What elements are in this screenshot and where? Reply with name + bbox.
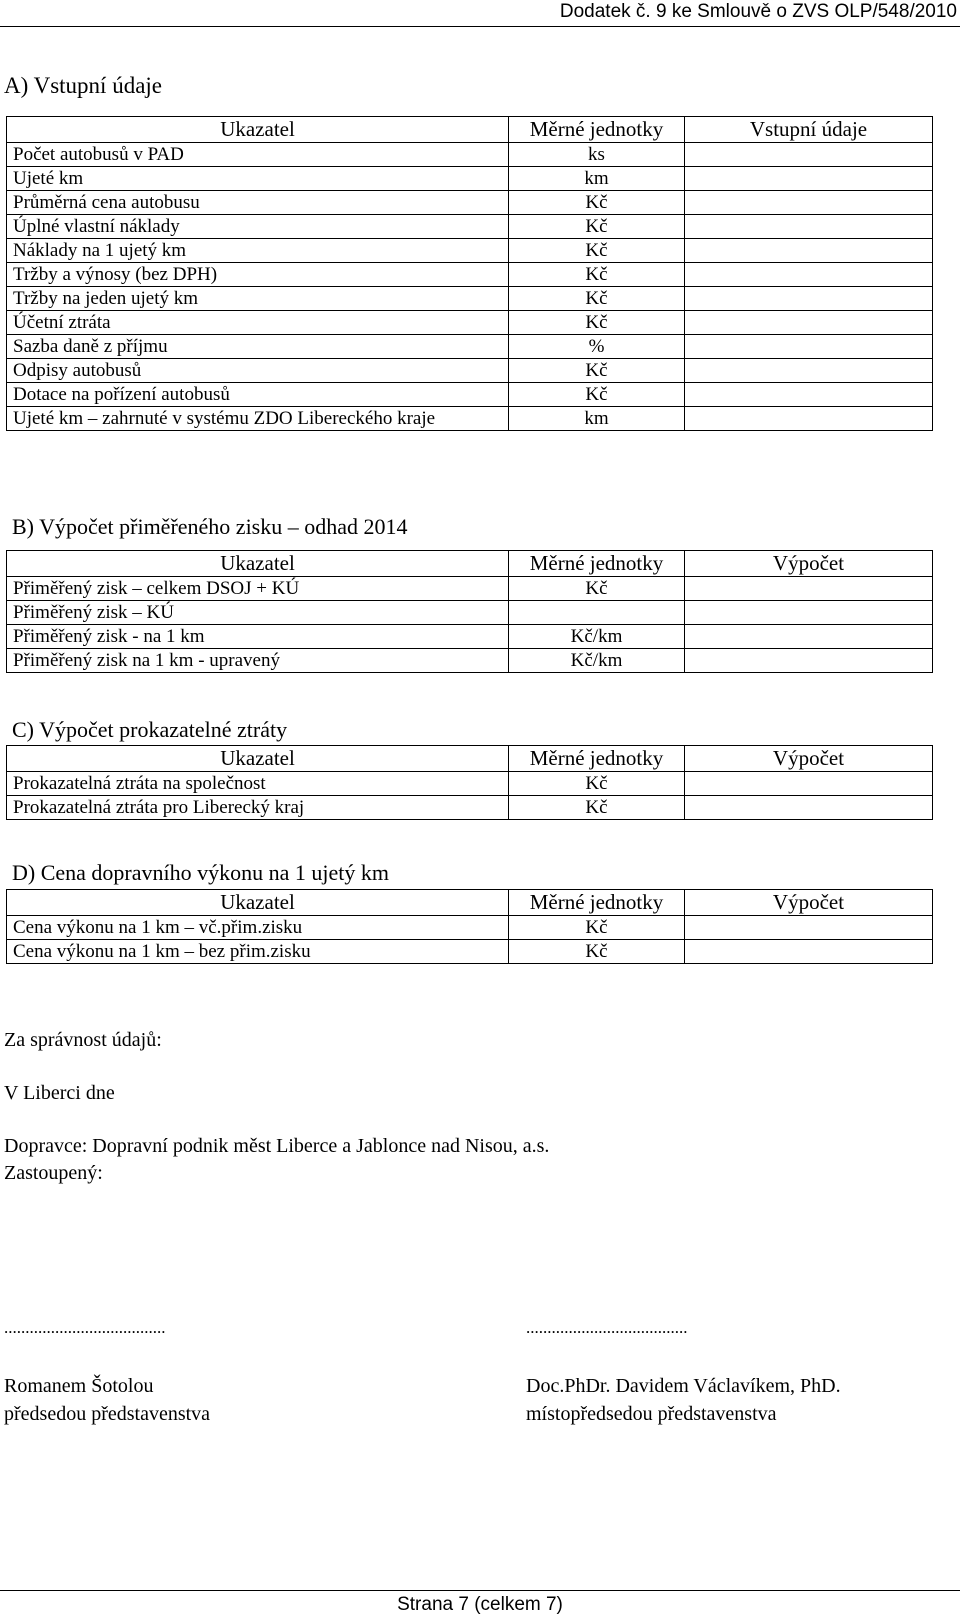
unit-cell: Kč <box>509 796 685 820</box>
table-row <box>7 601 933 625</box>
table-row <box>7 287 933 311</box>
unit-cell: Kč <box>509 577 685 601</box>
indicator-cell: Dotace na pořízení autobusů <box>7 383 509 407</box>
table-a <box>6 116 933 431</box>
column-header: Měrné jednotky <box>509 746 685 772</box>
column-header: Výpočet <box>685 890 933 916</box>
value-cell[interactable] <box>685 239 933 263</box>
indicator-cell: Počet autobusů v PAD <box>7 143 509 167</box>
table-header-row <box>7 746 933 772</box>
section-b-title: B) Výpočet přiměřeného zisku – odhad 2014 <box>12 514 408 539</box>
column-header: Výpočet <box>685 746 933 772</box>
signatory-role-right: místopředsedou představenstva <box>526 1403 777 1425</box>
table-header-row <box>7 890 933 916</box>
unit-cell: km <box>509 167 685 191</box>
unit-cell: ks <box>509 143 685 167</box>
value-cell[interactable] <box>685 649 933 673</box>
unit-cell: Kč <box>509 287 685 311</box>
table-d <box>6 889 933 964</box>
indicator-cell: Ujeté km <box>7 167 509 191</box>
unit-cell: Kč <box>509 359 685 383</box>
indicator-cell: Průměrná cena autobusu <box>7 191 509 215</box>
value-cell[interactable] <box>685 577 933 601</box>
indicator-cell: Tržby na jeden ujetý km <box>7 287 509 311</box>
unit-cell <box>509 601 685 625</box>
value-cell[interactable] <box>685 625 933 649</box>
value-cell[interactable] <box>685 601 933 625</box>
page-number: Strana 7 (celkem 7) <box>397 1594 563 1615</box>
indicator-cell: Účetní ztráta <box>7 311 509 335</box>
value-cell[interactable] <box>685 287 933 311</box>
table-row <box>7 263 933 287</box>
indicator-cell: Odpisy autobusů <box>7 359 509 383</box>
table-row <box>7 167 933 191</box>
value-cell[interactable] <box>685 215 933 239</box>
correctness-statement: Za správnost údajů: <box>4 1029 162 1051</box>
value-cell[interactable] <box>685 311 933 335</box>
page-header <box>0 0 960 26</box>
value-cell[interactable] <box>685 772 933 796</box>
value-cell[interactable] <box>685 383 933 407</box>
table-row <box>7 916 933 940</box>
table-row <box>7 143 933 167</box>
value-cell[interactable] <box>685 407 933 431</box>
signature-line-left: ...................................... <box>4 1318 166 1337</box>
table-header-row <box>7 551 933 577</box>
column-header: Měrné jednotky <box>509 890 685 916</box>
indicator-cell: Úplné vlastní náklady <box>7 215 509 239</box>
table-row <box>7 335 933 359</box>
unit-cell: Kč <box>509 215 685 239</box>
indicator-cell: Přiměřený zisk – KÚ <box>7 601 509 625</box>
carrier-line: Dopravce: Dopravní podnik měst Liberce a Jablonce nad Nisou, a.s. <box>4 1135 550 1157</box>
section-c-title: C) Výpočet prokazatelné ztráty <box>12 717 288 742</box>
table-c <box>6 745 933 820</box>
unit-cell: Kč <box>509 239 685 263</box>
unit-cell: km <box>509 407 685 431</box>
signatory-name-right: Doc.PhDr. Davidem Václavíkem, PhD. <box>526 1375 841 1397</box>
table-row <box>7 625 933 649</box>
indicator-cell: Cena výkonu na 1 km – bez přim.zisku <box>7 940 509 964</box>
indicator-cell: Přiměřený zisk – celkem DSOJ + KÚ <box>7 577 509 601</box>
table-row <box>7 772 933 796</box>
unit-cell: Kč <box>509 772 685 796</box>
column-header: Ukazatel <box>7 551 509 577</box>
unit-cell: Kč <box>509 383 685 407</box>
indicator-cell: Prokazatelná ztráta pro Liberecký kraj <box>7 796 509 820</box>
value-cell[interactable] <box>685 940 933 964</box>
footer-rule <box>0 1590 960 1591</box>
signatory-role-left: předsedou představenstva <box>4 1403 211 1425</box>
signature-line-right: ...................................... <box>526 1318 688 1337</box>
unit-cell: Kč/km <box>509 649 685 673</box>
table-row <box>7 191 933 215</box>
section-a-title: A) Vstupní údaje <box>4 73 163 98</box>
indicator-cell: Cena výkonu na 1 km – vč.přim.zisku <box>7 916 509 940</box>
table-row <box>7 796 933 820</box>
column-header: Ukazatel <box>7 746 509 772</box>
column-header: Měrné jednotky <box>509 551 685 577</box>
header-text: Dodatek č. 9 ke Smlouvě o ZVS OLP/548/2010 <box>559 1 957 22</box>
section-d-title: D) Cena dopravního výkonu na 1 ujetý km <box>12 860 389 885</box>
value-cell[interactable] <box>685 167 933 191</box>
table-row <box>7 940 933 964</box>
unit-cell: Kč/km <box>509 625 685 649</box>
value-cell[interactable] <box>685 191 933 215</box>
indicator-cell: Náklady na 1 ujetý km <box>7 239 509 263</box>
value-cell[interactable] <box>685 916 933 940</box>
unit-cell: Kč <box>509 191 685 215</box>
table-row <box>7 577 933 601</box>
signatory-name-left: Romanem Šotolou <box>4 1375 154 1397</box>
table-row <box>7 649 933 673</box>
value-cell[interactable] <box>685 335 933 359</box>
table-header-row <box>7 117 933 143</box>
column-header: Ukazatel <box>7 890 509 916</box>
place-date: V Liberci dne <box>4 1082 115 1104</box>
table-row <box>7 407 933 431</box>
table-row <box>7 311 933 335</box>
column-header: Ukazatel <box>7 117 509 143</box>
table-row <box>7 239 933 263</box>
represented-line: Zastoupený: <box>4 1162 103 1184</box>
header-rule <box>0 26 960 27</box>
unit-cell: Kč <box>509 311 685 335</box>
indicator-cell: Přiměřený zisk - na 1 km <box>7 625 509 649</box>
unit-cell: % <box>509 335 685 359</box>
value-cell[interactable] <box>685 263 933 287</box>
table-row <box>7 383 933 407</box>
table-b <box>6 550 933 673</box>
unit-cell: Kč <box>509 940 685 964</box>
indicator-cell: Tržby a výnosy (bez DPH) <box>7 263 509 287</box>
value-cell[interactable] <box>685 359 933 383</box>
indicator-cell: Přiměřený zisk na 1 km - upravený <box>7 649 509 673</box>
column-header: Měrné jednotky <box>509 117 685 143</box>
column-header: Výpočet <box>685 551 933 577</box>
table-row <box>7 359 933 383</box>
value-cell[interactable] <box>685 143 933 167</box>
column-header: Vstupní údaje <box>685 117 933 143</box>
unit-cell: Kč <box>509 916 685 940</box>
value-cell[interactable] <box>685 796 933 820</box>
indicator-cell: Prokazatelná ztráta na společnost <box>7 772 509 796</box>
table-row <box>7 215 933 239</box>
indicator-cell: Sazba daně z příjmu <box>7 335 509 359</box>
indicator-cell: Ujeté km – zahrnuté v systému ZDO Libereckého kraje <box>7 407 509 431</box>
unit-cell: Kč <box>509 263 685 287</box>
